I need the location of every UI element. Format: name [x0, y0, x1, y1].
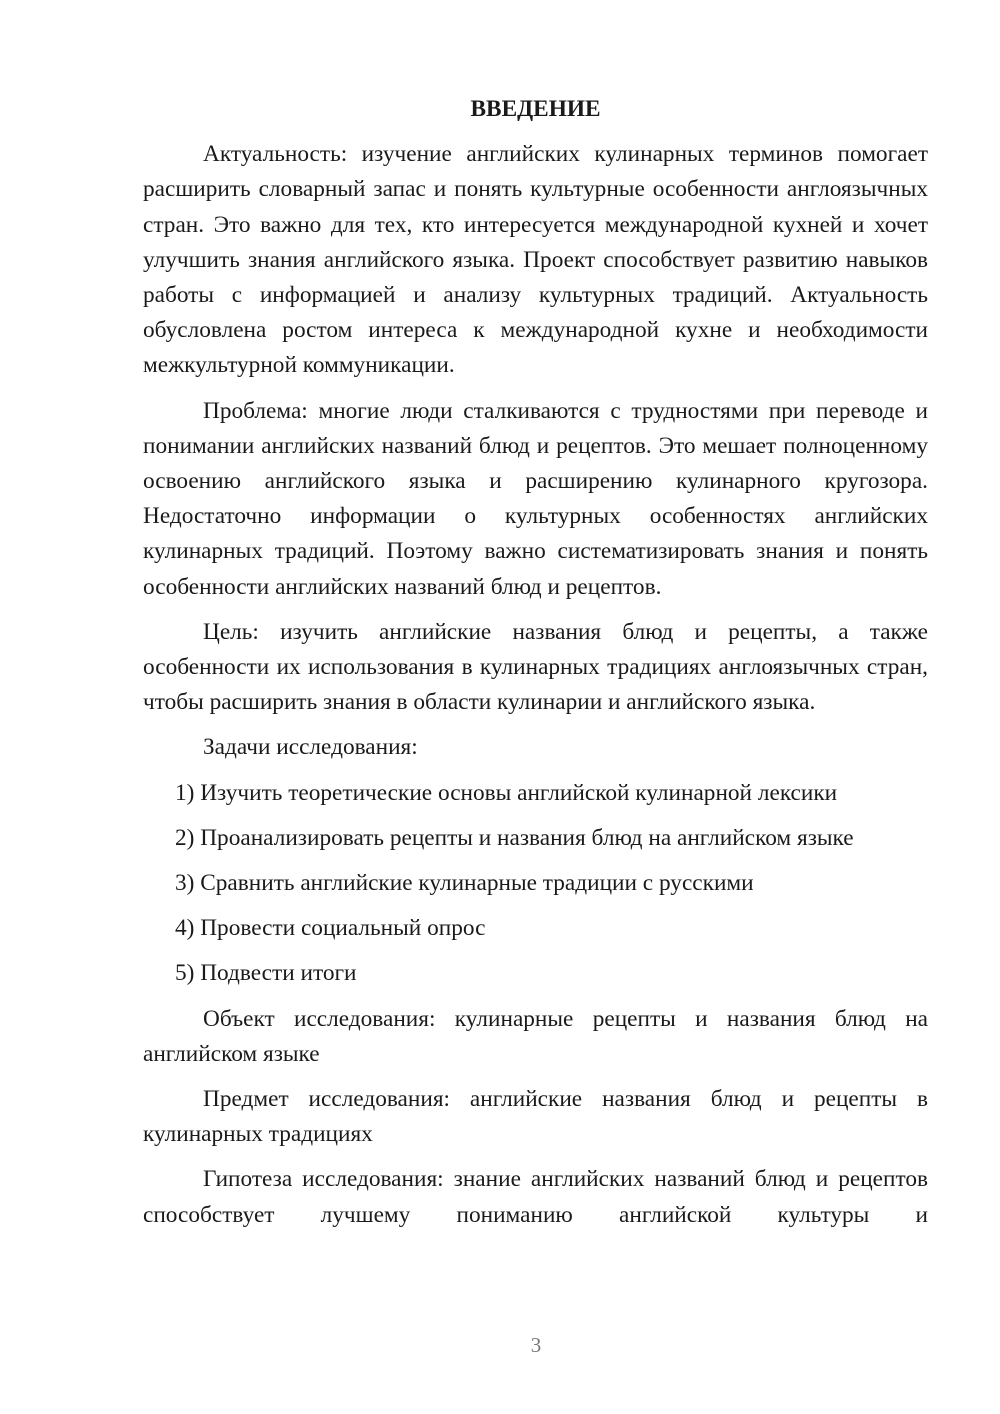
- page-title: ВВЕДЕНИЕ: [470, 96, 601, 122]
- relevance-paragraph: Актуальность: изучение английских кулинарных терминов помогает расширить словарный запас и понять культурные особенности англоязычных стран. Это важно для тех, кто интересуется международной кухней и хочет улучшить знания английского языка. Проект способствует развитию навыков работы с информацией и анализу культурных традиций. Актуальность обусловлена ростом интереса к международной кухне и необходимости межкультурной коммуникации.: [143, 141, 928, 379]
- list-item: 2) Проанализировать рецепты и названия блюд на английском языке: [175, 824, 854, 851]
- problem-paragraph: Проблема: многие люди сталкиваются с трудностями при переводе и понимании английских названий блюд и рецептов. Это мешает полноценному освоению английского языка и расширению кулинарного кругозора. Недостаточно информации о культурных особенностях английских кулинарных традиций. Поэтому важно систематизировать знания и понять особенности английских названий блюд и рецептов.: [143, 397, 928, 600]
- list-item: 1) Изучить теоретические основы английской кулинарной лексики: [175, 779, 838, 806]
- goal-paragraph: Цель: изучить английские названия блюд и рецепты, а также особенности их использования в кулинарных традициях англоязычных стран, чтобы расширить знания в области кулинарии и английского языка.: [143, 618, 928, 716]
- tasks-list: [143, 776, 928, 992]
- tasks-heading: Задачи исследования:: [203, 734, 418, 761]
- document-body: [143, 92, 928, 1243]
- page-number: 3: [530, 1333, 542, 1357]
- hypothesis-paragraph: Гипотеза исследования: знание английских названий блюд и рецептов способствует лучшему пониманию английской культуры и: [143, 1166, 928, 1228]
- object-paragraph: Объект исследования: кулинарные рецепты и названия блюд на английском языке: [143, 1005, 928, 1067]
- list-item: 3) Сравнить английские кулинарные традиции с русскими: [175, 870, 754, 897]
- subject-paragraph: Предмет исследования: английские названия блюд и рецепты в кулинарных традициях: [143, 1086, 928, 1148]
- list-item: 4) Провести социальный опрос: [175, 915, 486, 942]
- list-item: 5) Подвести итоги: [175, 960, 357, 987]
